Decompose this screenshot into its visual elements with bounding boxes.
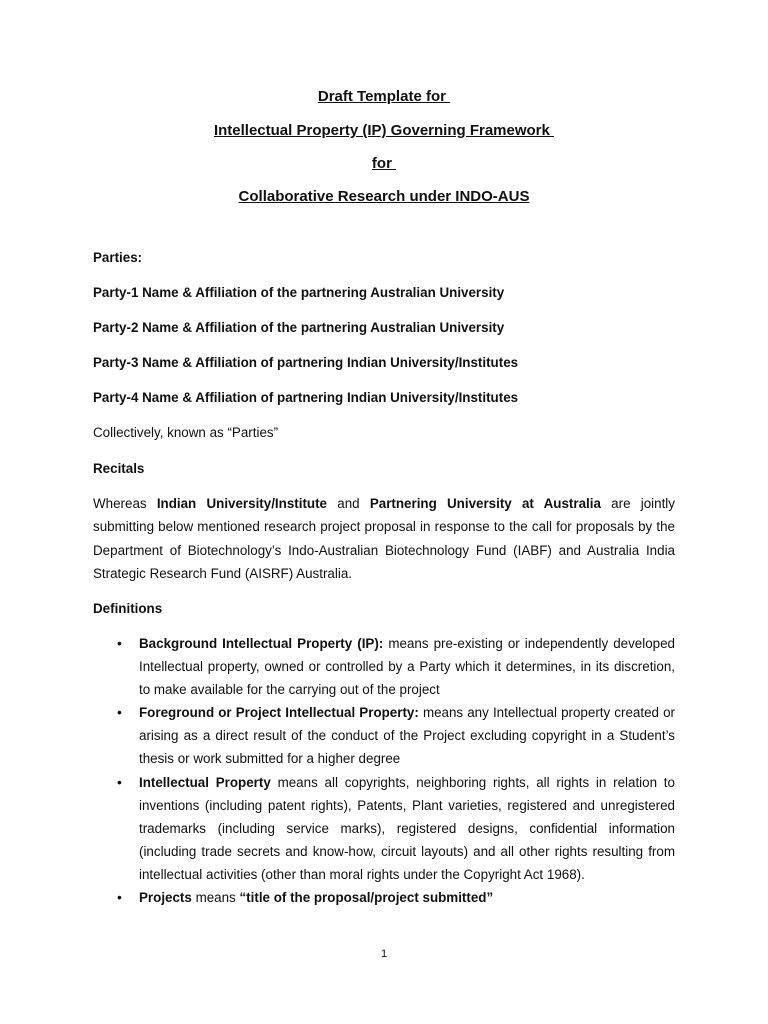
title-line-2: Intellectual Property (IP) Governing Framework <box>213 122 555 139</box>
definition-text: means <box>191 890 240 906</box>
recitals-partnering-university: Partnering University at Australia <box>369 496 601 511</box>
definition-intellectual-property <box>117 771 675 886</box>
party-3: Party-3 Name & Affiliation of partnering Indian University/Institutes <box>93 355 519 370</box>
definition-text: means pre-existing or independently developed Intellectual property, owned or controlled by a Party which it determines, in its discretion, to make available for the carrying out of the project <box>139 636 676 698</box>
definition-term: Background Intellectual Property (IP): <box>139 636 384 651</box>
definition-term: Intellectual Property <box>139 774 271 790</box>
definitions-heading: Definitions <box>93 601 163 616</box>
title-line-3: for <box>371 155 397 172</box>
definition-foreground-ip <box>117 701 675 770</box>
definition-project-title: “title of the proposal/project submitted” <box>239 890 494 906</box>
bullet-icon: • <box>117 773 122 790</box>
recitals-paragraph <box>93 492 675 585</box>
party-1: Party-1 Name & Affiliation of the partnering Australian University <box>93 285 505 300</box>
title-line-4: Collaborative Research under INDO-AUS <box>238 188 530 205</box>
definition-term: Projects <box>139 890 192 906</box>
title-line-1: Draft Template for <box>317 88 451 105</box>
definitions-list <box>117 632 676 909</box>
bullet-icon: • <box>117 635 122 651</box>
recitals-text-3: are jointly submitting below mentioned research project proposal in response to the call for proposals by the Department of Biotechnology’s Indo-Australian Biotechnology Fund (IABF) and Australia India Strategic Research Fund (AISRF) Australia. <box>93 496 675 581</box>
recitals-text-2: and <box>327 496 370 511</box>
page-number: 1 <box>380 948 388 960</box>
recitals-indian-university: Indian University/Institute <box>156 496 328 511</box>
bullet-icon: • <box>117 704 122 721</box>
definition-background-ip <box>117 632 676 701</box>
definition-projects <box>117 886 675 909</box>
recitals-text-1: Whereas <box>93 496 157 511</box>
party-4: Party-4 Name & Affiliation of partnering Indian University/Institutes <box>93 390 519 405</box>
collectively-text: Collectively, known as “Parties” <box>93 425 279 440</box>
definition-term: Foreground or Project Intellectual Property: <box>139 705 419 721</box>
parties-heading: Parties: <box>93 250 143 265</box>
bullet-icon: • <box>117 889 122 906</box>
definition-text: means any Intellectual property created or arising as a direct result of the conduct of the Project excluding copyright in a Student’s thesis or work submitted for a higher degree <box>139 705 675 767</box>
definition-text: means all copyrights, neighboring rights, all rights in relation to inventions (including patent rights), Patents, Plant varieties, registered and unregistered trademarks (including service marks), registered designs, confidential information (including trade secrets and know-how, circuit layouts) and all other rights resulting from intellectual activities (other than moral rights under the Copyright Act 1968). <box>139 774 675 882</box>
party-2: Party-2 Name & Affiliation of the partnering Australian University <box>93 320 505 335</box>
recitals-heading: Recitals <box>93 461 145 476</box>
